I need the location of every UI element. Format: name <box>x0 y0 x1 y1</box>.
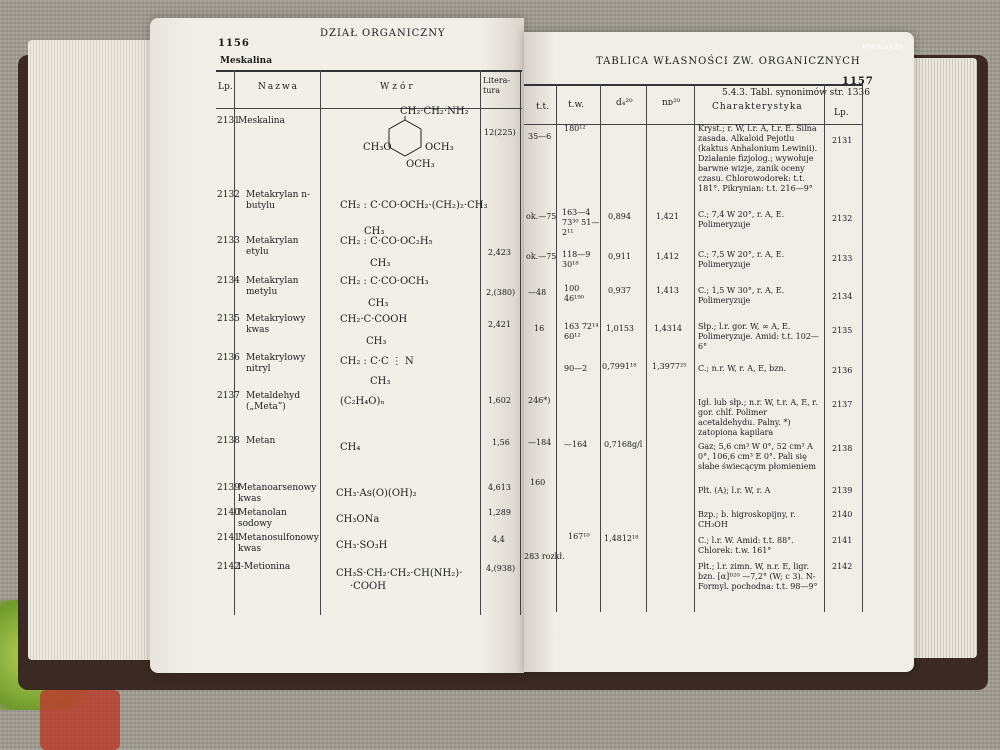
formula-line: CH₃ <box>368 298 389 309</box>
lit-cell: 2,423 <box>488 248 511 257</box>
lit-cell: 2,421 <box>488 320 511 329</box>
lp-cell: 2140 <box>832 510 853 519</box>
density-cell: 0,937 <box>608 286 631 295</box>
col-divider <box>480 70 481 615</box>
header-nazwa: Nazwa <box>258 82 300 92</box>
tw-cell: —164 <box>564 440 588 449</box>
lp-cell: 2137 <box>217 391 240 401</box>
char-cell: C.; l.r. W. Amid: t.t. 88°. Chlorek: t.w. 161° <box>698 536 794 555</box>
tt-cell: —184 <box>528 438 552 447</box>
density-cell: 0,7991¹⁸ <box>602 362 637 371</box>
lp-cell: 2136 <box>217 353 240 363</box>
lp-cell: 2132 <box>217 190 240 200</box>
tw-cell: 90—2 <box>564 364 588 373</box>
formula-line: CH₃ <box>366 336 387 347</box>
formula-line: CH₂·C·COOH <box>340 314 408 325</box>
left-page <box>150 18 524 673</box>
char-cell: Gaz; 5,6 cm³ W 0°, 52 cm³ A 0°, 106,6 cm³ E 0°. Pali się słabe świecącym płomieniem <box>698 442 816 471</box>
col-divider <box>556 84 557 612</box>
lp-cell: 2142 <box>832 562 853 571</box>
lit-cell: 4,613 <box>488 483 511 492</box>
col-divider <box>320 70 321 615</box>
name-cell: Metan <box>246 436 276 446</box>
name-cell: Meskalina <box>238 116 285 126</box>
char-cell: Igł. lub słp.; n.r. W, t.r. A, E, r. gor. chlf. Polimer acetaldehydu. Palny. *) zatopiona kapilara <box>698 398 818 437</box>
tw-cell: 100 46¹⁹⁰ <box>564 284 584 303</box>
name-cell: Metakrylan etylu <box>246 236 299 257</box>
char-cell: Płt.; l.r. zimn. W, n.r. E, ligr. bzn. [α]ᴰ²⁰ —7,2° (W; c 3). N-Formyl. pochodna: t.t. 98—9° <box>698 562 818 591</box>
lp-cell: 2134 <box>832 292 853 301</box>
col-divider <box>862 84 863 612</box>
formula-line: CH₃ <box>370 258 391 269</box>
name-cell: l-Metionina <box>238 562 291 572</box>
formula-line: OCH₃ <box>406 159 435 170</box>
tw-cell: 163 72¹⁴ 60¹² <box>564 322 599 341</box>
watermark: www.ay.by <box>862 42 905 51</box>
col-divider <box>600 84 601 612</box>
formula-line: CH₂·CH₂·NH₂ <box>400 106 469 117</box>
lit-cell: 4,4 <box>492 535 505 544</box>
tt-cell: 283 rozkł. <box>524 552 565 561</box>
lp-cell: 2137 <box>832 400 853 409</box>
refractive-index-cell: 1,413 <box>656 286 679 295</box>
char-cell: Bzp.; b. higroskopijny, r. CH₃OH <box>698 510 796 529</box>
lit-cell: 4,(938) <box>486 564 516 573</box>
lp-cell: 2140 <box>217 508 240 518</box>
lp-cell: 2132 <box>832 214 853 223</box>
name-cell: Metaldehyd („Meta”) <box>246 391 301 412</box>
col-divider <box>824 84 825 612</box>
formula-line: CH₂ : C·CO·OCH₂·(CH₂)₂·CH₃ <box>340 200 488 211</box>
lp-cell: 2141 <box>832 536 853 545</box>
header-tw: t.w. <box>568 100 584 110</box>
lp-cell: 2138 <box>217 436 240 446</box>
lp-cell: 2133 <box>217 236 240 246</box>
header-lp: Lp. <box>834 108 849 118</box>
header-charakterystyka: Charakterystyka <box>712 102 803 112</box>
formula-line: CH₃ONa <box>336 514 380 525</box>
formula-line: CH₃S·CH₂·CH₂·CH(NH₂)· <box>336 568 463 579</box>
tt-cell: —48 <box>528 288 547 297</box>
lit-cell: 1,602 <box>488 396 511 405</box>
table-top-rule <box>216 70 522 72</box>
char-cell: C.; 1,5 W 30°, r. A, E. Polimeryzuje <box>698 286 785 305</box>
char-cell: Płt. (A); l.r. W, r. A <box>698 486 771 495</box>
tt-cell: 246*) <box>528 396 551 405</box>
density-cell: 0,911 <box>608 252 631 261</box>
right-page-number: 1157 <box>842 76 874 87</box>
tt-cell: ok.—75 <box>526 212 557 221</box>
lp-cell: 2135 <box>832 326 853 335</box>
lp-cell: 2133 <box>832 254 853 263</box>
tt-cell: 35—6 <box>528 132 552 141</box>
formula-line: CH₂ : C·CO·OCH₃ <box>340 276 429 287</box>
refractive-index-cell: 1,412 <box>656 252 679 261</box>
tw-cell: 118—9 30¹⁸ <box>562 250 591 269</box>
refractive-index-cell: 1,4314 <box>654 324 682 333</box>
lp-cell: 2131 <box>217 116 240 126</box>
header-tt: t.t. <box>536 102 549 112</box>
char-cell: C.; n.r. W, r. A, E, bzn. <box>698 364 787 373</box>
lp-cell: 2134 <box>217 276 240 286</box>
header-literatura: Litera- tura <box>483 76 511 95</box>
lp-cell: 2138 <box>832 444 853 453</box>
right-page <box>524 32 914 672</box>
formula-line: (C₂H₄O)ₙ <box>340 396 385 407</box>
name-cell: Metakrylowy kwas <box>246 314 306 335</box>
formula-line: CH₃·As(O)(OH)₂ <box>336 488 417 499</box>
lp-cell: 2139 <box>217 483 240 493</box>
header-wzor: Wzór <box>380 82 416 92</box>
char-cell: Kryst.; r. W, l.r. A, t.r. E. Silna zasada. Alkaloid Pejotlu (kaktus Anhalonium Lewinii). Działanie fizjolog.; wywołuje barwne wizje, zanik oceny czasu. Chlorowodorek: t.t. 181°. Pikrynian: t.t. 216—9° <box>698 124 818 193</box>
table-top-rule <box>524 84 862 86</box>
lp-cell: 2131 <box>832 136 853 145</box>
synonym-reference: 5.4.3. Tabl. synonimów str. 1336 <box>722 88 870 98</box>
left-page-number: 1156 <box>218 38 250 49</box>
density-cell: 0,7168g/l <box>604 440 643 449</box>
refractive-index-cell: 1,3977²⁵ <box>652 362 687 371</box>
tt-cell: 160 <box>530 478 546 487</box>
char-cell: Słp.; l.r. gor. W, ∞ A, E. Polimeryzuje. Amid: t.t. 102—6° <box>698 322 819 351</box>
section-label: Meskalina <box>220 56 273 66</box>
benzene-ring-icon <box>385 116 425 162</box>
refractive-index-cell: 1,421 <box>656 212 679 221</box>
tw-cell: 180¹² <box>564 124 586 133</box>
name-cell: Metakrylan n-butylu <box>246 190 311 211</box>
lit-cell: 1,289 <box>488 508 511 517</box>
char-cell: C.; 7,4 W 20°, r. A, E. Polimeryzuje <box>698 210 785 229</box>
tt-cell: ok.—75 <box>526 252 557 261</box>
lit-cell: 12(225) <box>484 128 516 137</box>
density-cell: 1,4812¹⁸ <box>604 534 639 543</box>
lp-cell: 2142 <box>217 562 240 572</box>
left-page-edges <box>28 40 168 660</box>
formula-line: CH₃ <box>364 226 385 237</box>
col-divider <box>520 70 521 615</box>
formula-line: CH₄ <box>340 442 361 453</box>
formula-line: OCH₃ <box>425 142 454 153</box>
formula-line: CH₂ : C·CO·OC₂H₅ <box>340 236 433 247</box>
formula-line: CH₂ : C·C ⋮ N <box>340 356 414 367</box>
name-cell: Metanoarsenowy kwas <box>238 483 317 504</box>
name-cell: Metakrylowy nitryl <box>246 353 306 374</box>
right-page-edges <box>905 58 977 658</box>
density-cell: 1,0153 <box>606 324 634 333</box>
right-running-title: TABLICA WŁASNOŚCI ZW. ORGANICZNYCH <box>596 56 861 67</box>
name-cell: Metanosulfonowy kwas <box>238 533 319 554</box>
col-divider <box>694 84 695 612</box>
tw-cell: 167¹⁰ <box>568 532 590 541</box>
lit-cell: 2,(380) <box>486 288 516 297</box>
formula-line: CH₃·SO₃H <box>336 540 388 551</box>
formula-line: CH₃O <box>363 142 392 153</box>
header-refractive-index: nᴅ²⁰ <box>662 98 681 108</box>
lp-cell: 2135 <box>217 314 240 324</box>
formula-line: CH₃ <box>370 376 391 387</box>
header-rule <box>216 108 522 109</box>
lp-cell: 2141 <box>217 533 240 543</box>
lp-cell: 2136 <box>832 366 853 375</box>
name-cell: Metakrylan metylu <box>246 276 299 297</box>
tt-cell: 16 <box>534 324 545 333</box>
red-object <box>40 690 120 750</box>
col-divider <box>646 84 647 612</box>
name-cell: Metanolan sodowy <box>238 508 287 529</box>
left-running-title: DZIAŁ ORGANICZNY <box>320 28 446 39</box>
header-lp: Lp. <box>218 82 233 92</box>
density-cell: 0,894 <box>608 212 631 221</box>
lit-cell: 1,56 <box>492 438 510 447</box>
lp-cell: 2139 <box>832 486 853 495</box>
tw-cell: 163—4 73³⁰ 51—2¹¹ <box>562 208 600 237</box>
header-density: d₄²⁰ <box>616 98 633 108</box>
char-cell: C.; 7,5 W 20°, r. A, E. Polimeryzuje <box>698 250 785 269</box>
formula-line: ·COOH <box>350 581 386 592</box>
